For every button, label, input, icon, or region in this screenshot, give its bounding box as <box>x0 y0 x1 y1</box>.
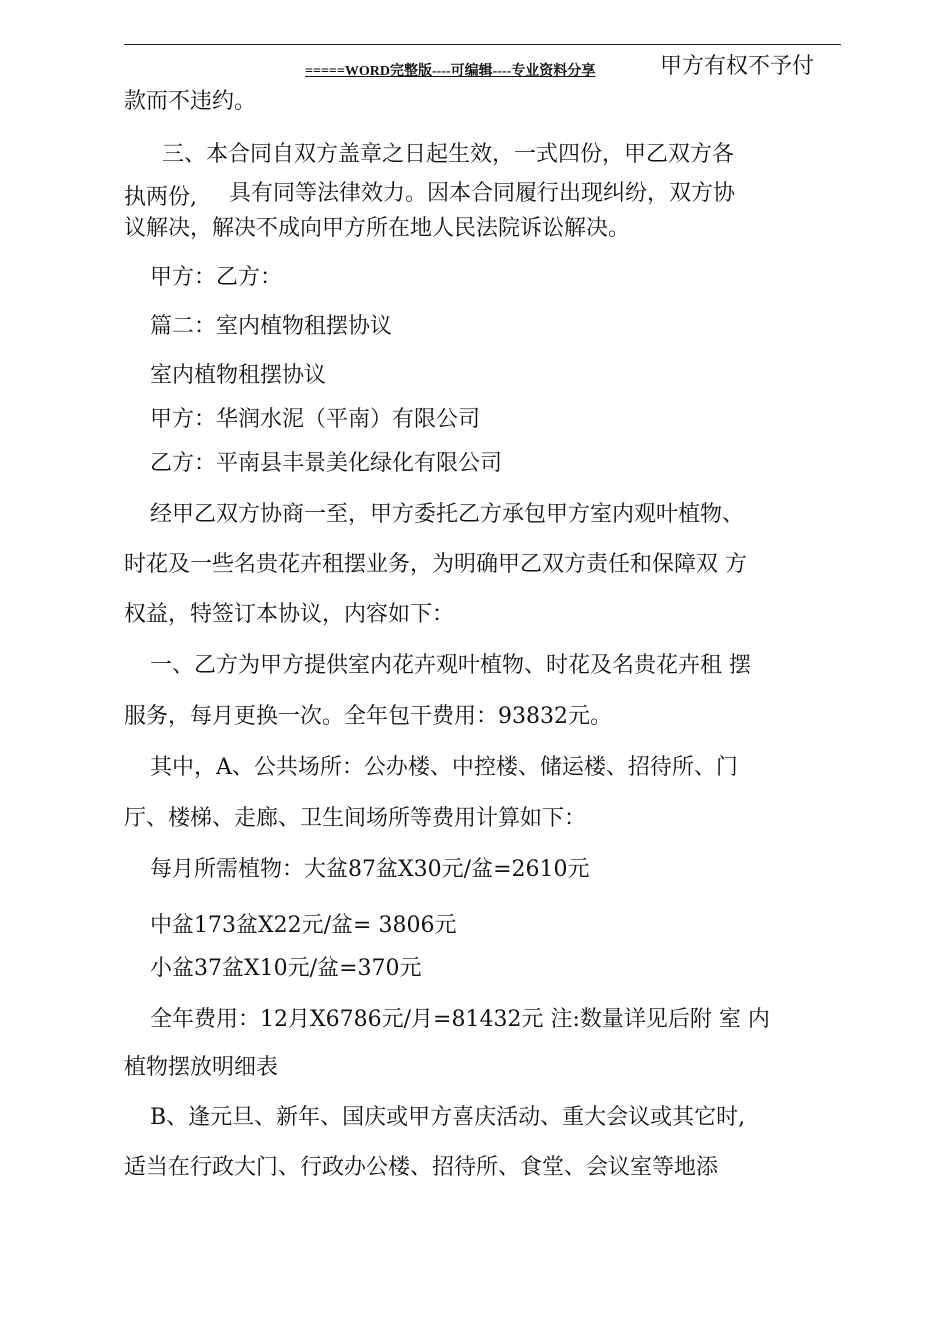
text-line: 厅、楼梯、走廊、卫生间场所等费用计算如下： <box>124 806 587 831</box>
text-line: 经甲乙双方协商一至，甲方委托乙方承包甲方室内观叶植物、 <box>150 502 745 527</box>
text-line: 植物摆放明细表 <box>124 1055 279 1080</box>
section-heading: 篇二：室内植物租摆协议 <box>150 314 393 339</box>
text-line: 款而不违约。 <box>124 89 257 114</box>
text-line: 小盆37盆X10元/盆=370元 <box>150 956 422 981</box>
text-line: 执两份, <box>124 185 197 210</box>
document-title: 室内植物租摆协议 <box>150 363 327 388</box>
text-line: 服务，每月更换一次。全年包干费用：93832元。 <box>124 704 612 729</box>
text-line: 议解决，解决不成向甲方所在地人民法院诉讼解决。 <box>124 216 631 241</box>
party-a: 甲方：华润水泥（平南）有限公司 <box>150 407 481 432</box>
text-line: 适当在行政大门、行政办公楼、招待所、食堂、会议室等地添 <box>124 1155 719 1180</box>
party-b: 乙方：平南县丰景美化绿化有限公司 <box>150 451 503 476</box>
text-line: 甲方：乙方： <box>150 265 283 290</box>
text-line: 三、本合同自双方盖章之日起生效，一式四份，甲乙双方各 <box>162 142 735 167</box>
text-line: 其中，A、公共场所：公办楼、中控楼、储运楼、招待所、门 <box>150 755 738 780</box>
text-line: B、逢元旦、新年、国庆或甲方喜庆活动、重大会议或其它时, <box>150 1105 746 1130</box>
text-line: 甲方有权不予付 <box>660 54 815 79</box>
text-line: 全年费用：12月X6786元/月=81432元 注:数量详见后附 室 内 <box>150 1007 770 1032</box>
text-line: 每月所需植物：大盆87盆X30元/盆=2610元 <box>150 857 590 882</box>
header-note: =====WORD完整版----可编辑----专业资料分享 <box>305 64 596 79</box>
text-line: 权益，特签订本协议，内容如下： <box>124 602 455 627</box>
text-line: 具有同等法律效力。因本合同履行出现纠纷，双方协 <box>229 181 736 206</box>
text-line: 一、乙方为甲方提供室内花卉观叶植物、时花及名贵花卉租 摆 <box>150 653 751 678</box>
text-line: 中盆173盆X22元/盆= 3806元 <box>150 913 457 938</box>
header-rule <box>124 44 841 45</box>
text-line: 时花及一些名贵花卉租摆业务，为明确甲乙双方责任和保障双 方 <box>124 552 747 577</box>
